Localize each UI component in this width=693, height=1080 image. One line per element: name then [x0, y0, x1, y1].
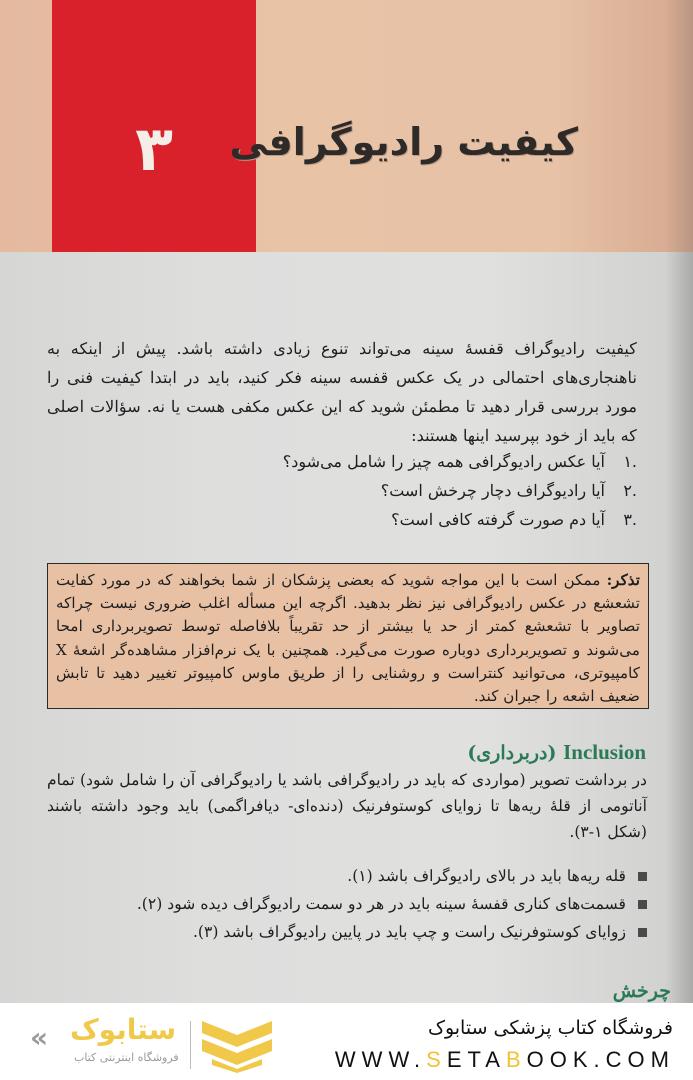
question-text: آیا عکس رادیوگرافی همه چیز را شامل می‌شود؟ [282, 452, 605, 471]
square-bullet-icon [638, 928, 647, 937]
note-callout-box [47, 563, 649, 709]
store-logo[interactable] [30, 1013, 270, 1073]
store-name: فروشگاه کتاب پزشکی ستابوک [427, 1017, 673, 1039]
bullet-text: قله ریه‌ها باید در بالای رادیوگراف باشد (۱). [347, 867, 626, 885]
url-highlight: S [426, 1047, 447, 1072]
quality-questions-list [157, 447, 637, 534]
url-part: WWW. [334, 1047, 427, 1072]
bullet-text: زوایای کوستوفرنیک راست و چپ باید در پایین رادیوگراف باشد (۳). [192, 923, 626, 941]
logo-wordmark: ستابوک [70, 1013, 177, 1046]
url-part: ETA [446, 1047, 506, 1072]
bullet-text: قسمت‌های کناری قفسهٔ سینه باید در هر دو سمت رادیوگراف دیده شود (۲). [136, 895, 626, 913]
question-text: آیا دم صورت گرفته کافی است؟ [391, 510, 605, 529]
logo-subtitle: فروشگاه اینترنتی کتاب [74, 1051, 179, 1064]
question-item [157, 476, 637, 505]
bullet-item [87, 862, 647, 890]
chapter-number: ۳ [135, 112, 173, 185]
intro-paragraph: کیفیت رادیوگراف قفسهٔ سینه می‌تواند تنوع زیادی داشته باشد. پیش از اینکه به ناهنجاری‌های احتمالی در یک عکس قفسه سینه فکر کنید، باید در ابتدا کیفیت فنی را مورد بررسی قرار دهید تا مطمئن شوید که این عکس مکفی هست یا نه. سؤالات اصلی که باید از خود بپرسید اینها هستند: [47, 339, 637, 445]
question-number: .۱ [623, 452, 637, 471]
note-text: ممکن است با این مواجه شوید که بعضی پزشکان از شما بخواهند که در مورد کفایت تشعشع در عکس رادیوگرافی نیز نظر بدهید. اگرچه این مسأله اغلب ضروری نیست چراکه تصاویر با تشعشع کمتر از حد یا بیشتر از حد تقریباً بلافاصله توسط تصویربرداری امحا می‌شوند و تصویربرداری دوباره صورت می‌گیرد. همچنین با یک نرم‌افزار مشاهده‌گر اشعهٔ X کامپیوتری، می‌توانید کنتراست و روشنایی را از طریق ماوس کامپیوتر تغییر دهید تا تابش ضعیف اشعه را جبران کند. [56, 571, 640, 706]
bullet-item [87, 890, 647, 918]
heading-persian: (دربرداری) [467, 742, 557, 764]
question-item [157, 505, 637, 534]
bullet-item [87, 918, 647, 946]
chapter-header-band [0, 0, 693, 252]
heading-english: Inclusion [563, 740, 646, 764]
chevron-emblem-icon [202, 1021, 272, 1073]
logo-divider [190, 1021, 191, 1069]
url-part: OOK.COM [526, 1047, 675, 1072]
inclusion-paragraph: در برداشت تصویر (مواردی که باید در رادیوگرافی باشد یا رادیوگرافی آن را شامل شود) تمام آناتومی از قلهٔ ریه‌ها تا زوایای کوستوفرنیک (دنده‌ای- دیافراگمی) باید وجود داشته باشند (شکل ۱-۳). [47, 771, 647, 841]
question-item [157, 447, 637, 476]
store-url-link[interactable] [335, 1047, 675, 1073]
chapter-title: کیفیت رادیوگرافی [229, 120, 578, 164]
store-footer-banner [0, 1003, 693, 1080]
square-bullet-icon [638, 872, 647, 881]
section-heading-inclusion [467, 740, 646, 765]
url-highlight: B [505, 1047, 527, 1072]
question-number: .۳ [623, 510, 637, 529]
inclusion-bullet-list [87, 862, 647, 946]
note-label: تذکر: [606, 571, 640, 589]
double-chevron-icon: « [30, 1021, 49, 1054]
square-bullet-icon [638, 900, 647, 909]
question-text: آیا رادیوگراف دچار چرخش است؟ [380, 481, 605, 500]
section-heading-rotation: چرخش [612, 980, 671, 1002]
question-number: .۲ [623, 481, 637, 500]
chapter-number-box [52, 0, 256, 252]
